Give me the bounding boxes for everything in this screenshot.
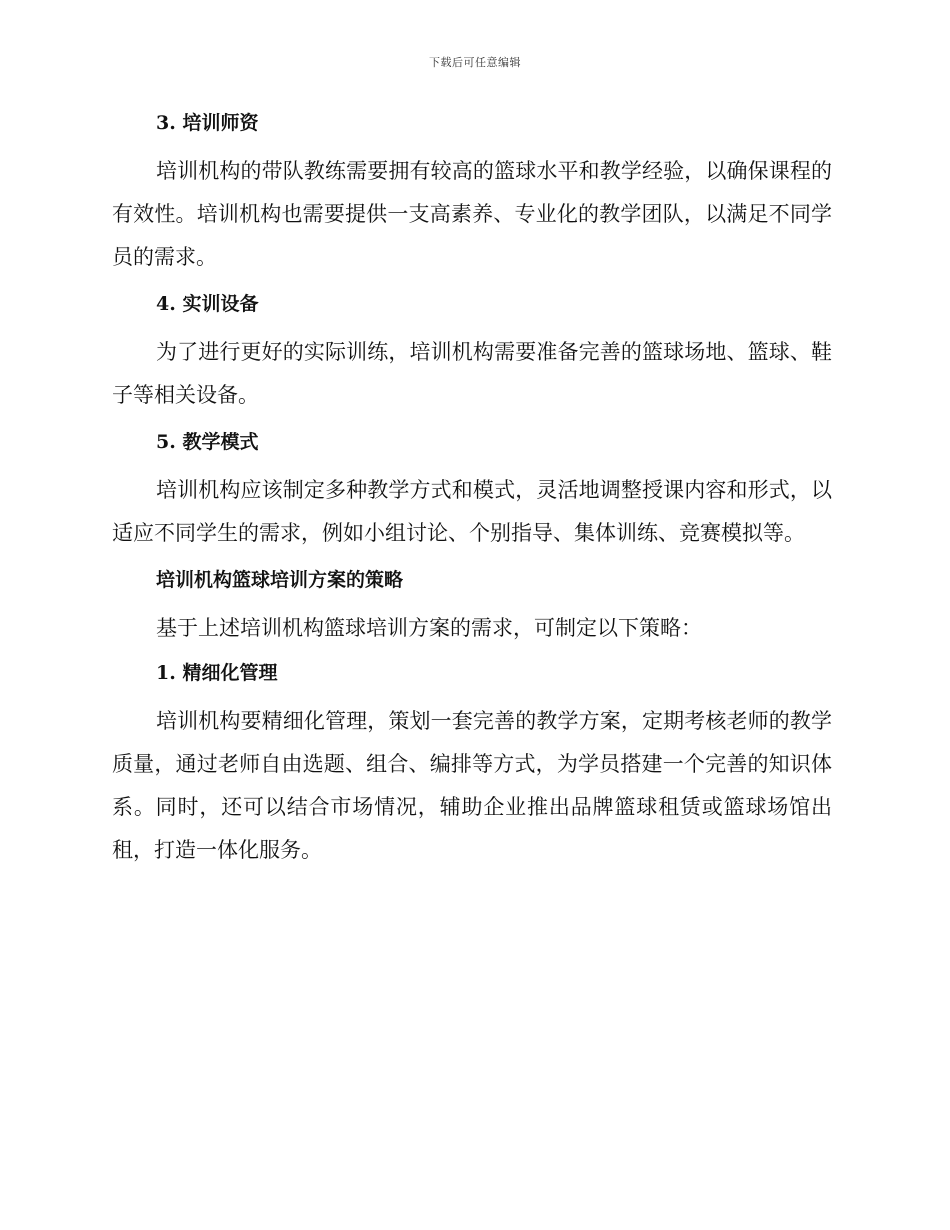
paragraph-fine-management: 培训机构要精细化管理，策划一套完善的教学方案，定期考核老师的教学质量，通过老师自由选题、组合、编排等方式，为学员搭建一个完善的知识体系。同时，还可以结合市场情况，辅助企业推出品牌篮球租赁或篮球场馆出租，打造一体化服务。 (112, 709, 832, 862)
paragraph-equipment: 为了进行更好的实际训练，培训机构需要准备完善的篮球场地、篮球、鞋子等相关设备。 (112, 340, 832, 407)
section-heading-strategy: 培训机构篮球培训方案的策略 (156, 569, 404, 591)
paragraph-training-staff: 培训机构的带队教练需要拥有较高的篮球水平和教学经验，以确保课程的有效性。培训机构也需要提供一支高素养、专业化的教学团队，以满足不同学员的需求。 (112, 159, 832, 269)
section-heading-equipment: 4. 实训设备 (156, 293, 259, 315)
page-header: 下载后可任意编辑 (429, 56, 521, 69)
paragraph-teaching-mode: 培训机构应该制定多种教学方式和模式，灵活地调整授课内容和形式，以适应不同学生的需求，例如小组讨论、个别指导、集体训练、竞赛模拟等。 (112, 478, 832, 545)
section-heading-fine-management: 1. 精细化管理 (156, 662, 278, 684)
section-heading-training-staff: 3. 培训师资 (156, 112, 259, 134)
paragraph-strategy-intro: 基于上述培训机构篮球培训方案的需求，可制定以下策略： (156, 616, 702, 640)
document-body (112, 108, 832, 882)
section-heading-teaching-mode: 5. 教学模式 (156, 431, 259, 453)
